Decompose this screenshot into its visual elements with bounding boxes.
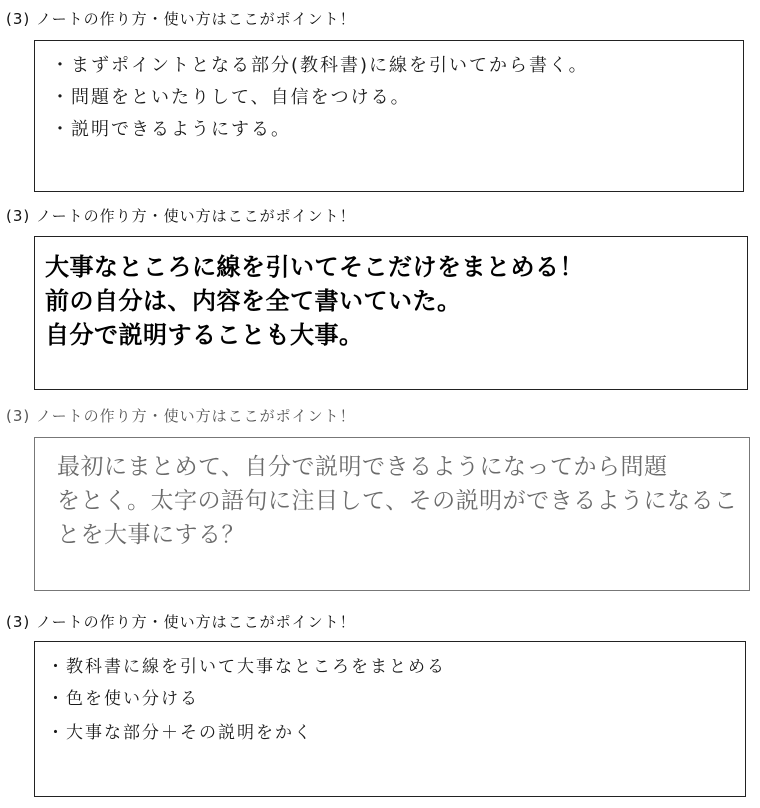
answer-line: ・説明できるようにする。 — [51, 119, 291, 140]
answer-box — [34, 641, 746, 797]
answer-line: 前の自分は、内容を全て書いていた。 — [45, 287, 462, 315]
answer-line: とを大事にする？ — [57, 522, 245, 548]
answer-line: 大事なところに線を引いてそこだけをまとめる！ — [45, 253, 584, 281]
answer-line: ・教科書に線を引いて大事なところをまとめる — [47, 657, 446, 677]
answer-line: ・まずポイントとなる部分(教科書)に線を引いてから書く。 — [51, 55, 589, 76]
section-heading: (3) ノートの作り方・使い方はここがポイント！ — [6, 407, 356, 425]
answer-box — [34, 437, 750, 591]
section-heading: (3) ノートの作り方・使い方はここがポイント！ — [6, 207, 356, 225]
answer-line: 自分で説明することも大事。 — [45, 321, 364, 349]
answer-box — [34, 236, 748, 390]
answer-line: ・大事な部分＋その説明をかく — [47, 723, 313, 743]
answer-line: ・色を使い分ける — [47, 689, 199, 709]
answer-box — [34, 40, 744, 192]
section-heading: (3) ノートの作り方・使い方はここがポイント！ — [6, 613, 356, 631]
answer-line: をとく。太字の語句に注目して、その説明ができるようになるこ — [57, 488, 738, 514]
answer-line: ・問題をといたりして、自信をつける。 — [51, 87, 411, 108]
section-heading: (3) ノートの作り方・使い方はここがポイント！ — [6, 10, 356, 28]
answer-line: 最初にまとめて、自分で説明できるようになってから問題 — [57, 454, 668, 480]
